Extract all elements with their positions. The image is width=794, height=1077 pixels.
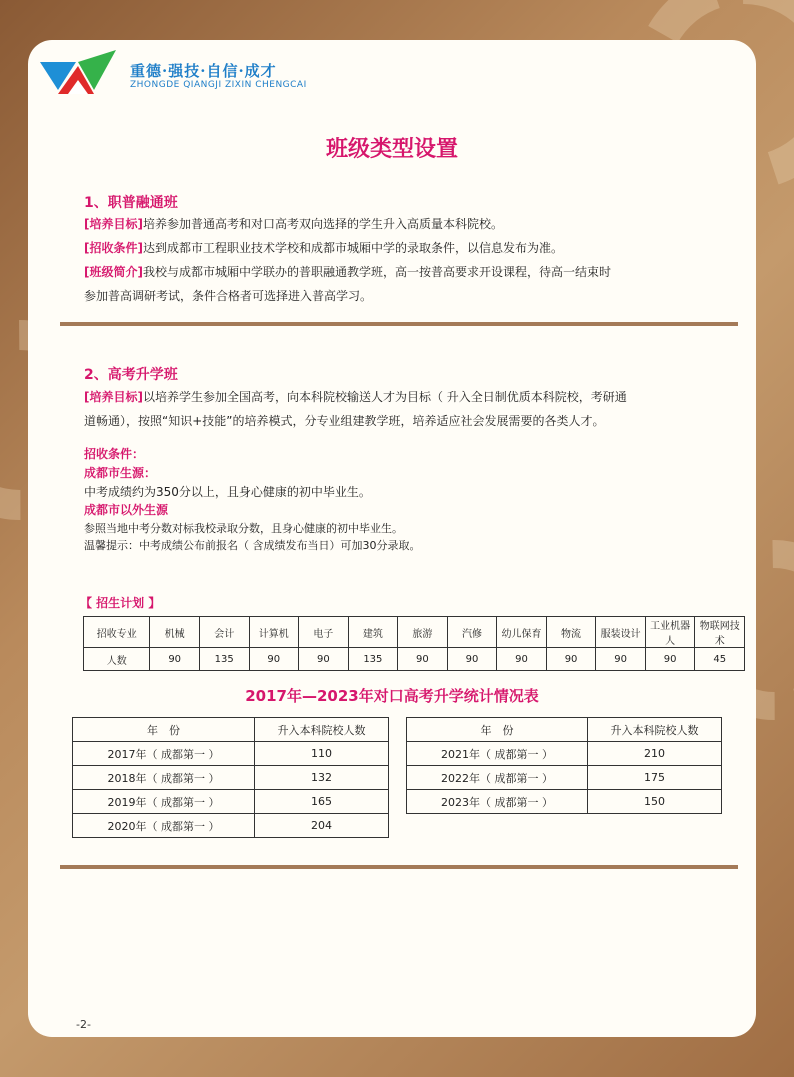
section1-condition <box>84 236 744 260</box>
stats-row <box>73 742 389 766</box>
plan-major-cell: 服装设计 <box>596 617 646 648</box>
year-cell: 2017年（ 成都第一 ） <box>73 742 255 766</box>
section1-heading: 1、职普融通班 <box>84 195 178 211</box>
plan-count-cell: 90 <box>299 648 349 671</box>
count-cell: 165 <box>255 790 389 814</box>
count-header: 升入本科院校人数 <box>588 718 722 742</box>
count-cell: 175 <box>588 766 722 790</box>
plan-count-cell: 45 <box>695 648 745 671</box>
goal-text-cont: 道畅通），按照“知识+技能”的培养模式，分专业组建教学班，培养适应社会发展需要的各类人才。 <box>84 414 605 428</box>
count-cell: 110 <box>255 742 389 766</box>
stats-header-row <box>73 718 389 742</box>
stats-row <box>407 742 722 766</box>
year-cell: 2018年（ 成都第一 ） <box>73 766 255 790</box>
stats-header-row <box>407 718 722 742</box>
plan-count-cell: 90 <box>249 648 299 671</box>
goal-tag: [培养目标] <box>84 390 143 404</box>
condition-tag: [招收条件] <box>84 241 143 255</box>
section2-goal <box>84 385 744 433</box>
goal-text: 培养参加普通高考和对口高考双向选择的学生升入高质量本科院校。 <box>142 217 503 231</box>
stats-table-right <box>406 717 722 814</box>
document-page <box>28 40 756 1037</box>
count-cell: 150 <box>588 790 722 814</box>
school-slogan: 重德·强技·自信·成才 <box>130 62 277 80</box>
year-header: 年 份 <box>407 718 588 742</box>
plan-major-cell: 建筑 <box>348 617 398 648</box>
stats-table-left <box>72 717 389 838</box>
page-title: 班级类型设置 <box>325 137 458 162</box>
plan-count-cell: 90 <box>546 648 596 671</box>
section2-heading: 2、高考升学班 <box>84 367 178 383</box>
plan-major-cell: 汽修 <box>447 617 497 648</box>
plan-major-cell: 旅游 <box>398 617 448 648</box>
divider <box>60 865 738 869</box>
local-students-text: 中考成绩约为350分以上，且身心健康的初中毕业生。 <box>84 485 371 499</box>
section1-goal <box>84 212 744 236</box>
plan-major-cell: 计算机 <box>249 617 299 648</box>
plan-count-cell: 90 <box>645 648 695 671</box>
plan-major-cell: 物流 <box>546 617 596 648</box>
local-students-label: 成都市生源： <box>84 466 157 480</box>
plan-count-cell: 135 <box>348 648 398 671</box>
school-logo-icon <box>38 50 118 110</box>
plan-major-cell: 机械 <box>150 617 200 648</box>
plan-major-cell: 电子 <box>299 617 349 648</box>
enrollment-plan-table <box>83 616 745 671</box>
plan-count-cell: 135 <box>199 648 249 671</box>
plan-count-cell: 90 <box>596 648 646 671</box>
section1-intro-cont: 参加普高调研考试，条件合格者可选择进入普高学习。 <box>84 289 373 303</box>
outside-students-text: 参照当地中考分数对标我校录取分数，且身心健康的初中毕业生。 <box>84 522 403 535</box>
section1-body <box>84 212 744 308</box>
plan-major-cell: 幼儿保育 <box>497 617 547 648</box>
condition-text: 达到成都市工程职业技术学校和成都市城厢中学的录取条件，以信息发布为准。 <box>142 241 563 255</box>
year-header: 年 份 <box>73 718 255 742</box>
goal-tag: [培养目标] <box>84 217 143 231</box>
outside-students-label: 成都市以外生源 <box>84 503 169 517</box>
intro-tag: [班级简介] <box>84 265 143 279</box>
plan-count-cell: 90 <box>398 648 448 671</box>
section1-intro <box>84 260 744 284</box>
page-number: -2- <box>76 1018 91 1031</box>
year-cell: 2021年（ 成都第一 ） <box>407 742 588 766</box>
stats-row <box>407 790 722 814</box>
year-cell: 2023年（ 成都第一 ） <box>407 790 588 814</box>
stats-row <box>73 790 389 814</box>
plan-count-cell: 90 <box>447 648 497 671</box>
count-cell: 204 <box>255 814 389 838</box>
stats-title: 2017年—2023年对口高考升学统计情况表 <box>245 687 539 705</box>
conditions-label: 招收条件： <box>84 447 145 461</box>
goal-text: 以培养学生参加全国高考，向本科院校输送人才为目标（ 升入全日制优质本科院校，考研通 <box>142 390 627 404</box>
count-cell: 132 <box>255 766 389 790</box>
count-header: 升入本科院校人数 <box>255 718 389 742</box>
stats-row <box>73 766 389 790</box>
plan-value-row <box>84 648 745 671</box>
plan-label: 【 招生计划 】 <box>80 596 161 610</box>
intro-text: 我校与成都市城厢中学联办的普职融通教学班，高一按普高要求开设课程，待高一结束时 <box>142 265 611 279</box>
plan-header-row <box>84 617 745 648</box>
plan-value-label: 人数 <box>84 648 150 671</box>
divider <box>60 322 738 326</box>
stats-row <box>73 814 389 838</box>
plan-count-cell: 90 <box>497 648 547 671</box>
tip-text: 温馨提示：中考成绩公布前报名（ 含成绩发布当日）可加30分录取。 <box>84 539 421 552</box>
plan-header-label: 招收专业 <box>84 617 150 648</box>
year-cell: 2019年（ 成都第一 ） <box>73 790 255 814</box>
plan-major-cell: 会计 <box>199 617 249 648</box>
plan-major-cell: 工业机器人 <box>645 617 695 648</box>
count-cell: 210 <box>588 742 722 766</box>
year-cell: 2022年（ 成都第一 ） <box>407 766 588 790</box>
plan-major-cell: 物联网技术 <box>695 617 745 648</box>
plan-count-cell: 90 <box>150 648 200 671</box>
year-cell: 2020年（ 成都第一 ） <box>73 814 255 838</box>
school-slogan-pinyin: ZHONGDE QIANGJI ZIXIN CHENGCAI <box>130 80 307 90</box>
stats-row <box>407 766 722 790</box>
